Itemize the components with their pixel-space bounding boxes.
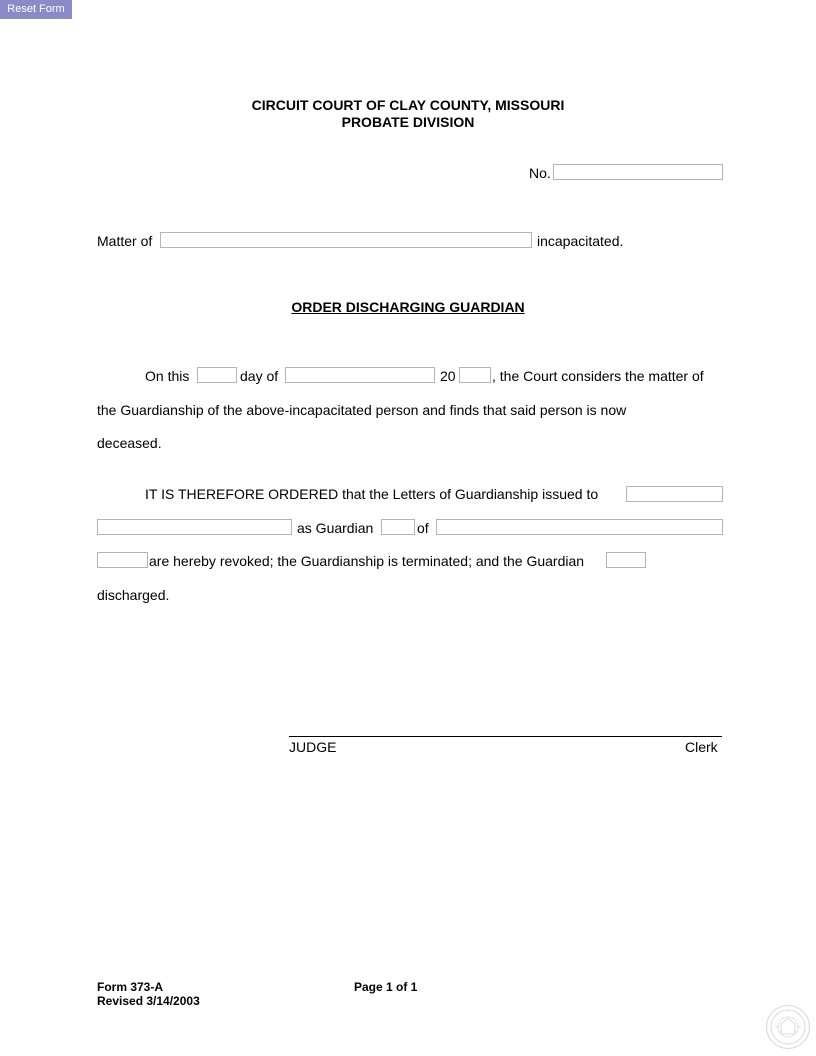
guardian-status-field[interactable] — [606, 552, 646, 568]
court-considers-text: , the Court considers the matter of — [492, 368, 704, 384]
of-label: of — [417, 520, 429, 536]
page-number: Page 1 of 1 — [354, 980, 418, 994]
case-number-field[interactable] — [553, 164, 723, 180]
case-number-label: No. — [529, 165, 551, 181]
revised-date: Revised 3/14/2003 — [97, 994, 200, 1008]
clerk-label: Clerk — [685, 739, 718, 755]
as-guardian-label: as Guardian — [297, 520, 374, 536]
day-field[interactable] — [197, 367, 237, 383]
month-field[interactable] — [285, 367, 435, 383]
ward-name-field[interactable] — [436, 519, 723, 535]
issued-to-field[interactable] — [626, 486, 723, 502]
court-seal-icon — [765, 1004, 811, 1050]
discharged-text: discharged. — [97, 587, 170, 603]
matter-of-label: Matter of — [97, 233, 153, 249]
judge-label: JUDGE — [289, 739, 337, 755]
division-heading: PROBATE DIVISION — [341, 114, 475, 130]
court-name-heading: CIRCUIT COURT OF CLAY COUNTY, MISSOURI — [251, 97, 565, 113]
guardian-suffix-field[interactable] — [381, 519, 415, 535]
day-of-label: day of — [240, 368, 279, 384]
matter-name-field[interactable] — [160, 232, 532, 248]
deceased-text: deceased. — [97, 435, 162, 451]
document-title: ORDER DISCHARGING GUARDIAN — [291, 299, 525, 315]
revoked-prefix-field[interactable] — [97, 552, 148, 568]
reset-form-button[interactable]: Reset Form — [0, 0, 72, 19]
on-this-label: On this — [145, 368, 190, 384]
signature-line — [289, 736, 722, 737]
form-number: Form 373-A — [97, 980, 164, 994]
year-field[interactable] — [459, 367, 491, 383]
revoked-text: are hereby revoked; the Guardianship is terminated; and the Guardian — [149, 553, 585, 569]
year-prefix-label: 20 — [440, 368, 456, 384]
guardianship-finding-text: the Guardianship of the above-incapacitated person and finds that said person is now — [97, 402, 627, 418]
therefore-ordered-text: IT IS THEREFORE ORDERED that the Letters of Guardianship issued to — [145, 486, 599, 502]
incapacitated-label: incapacitated. — [537, 233, 624, 249]
guardian-name-field[interactable] — [97, 519, 292, 535]
